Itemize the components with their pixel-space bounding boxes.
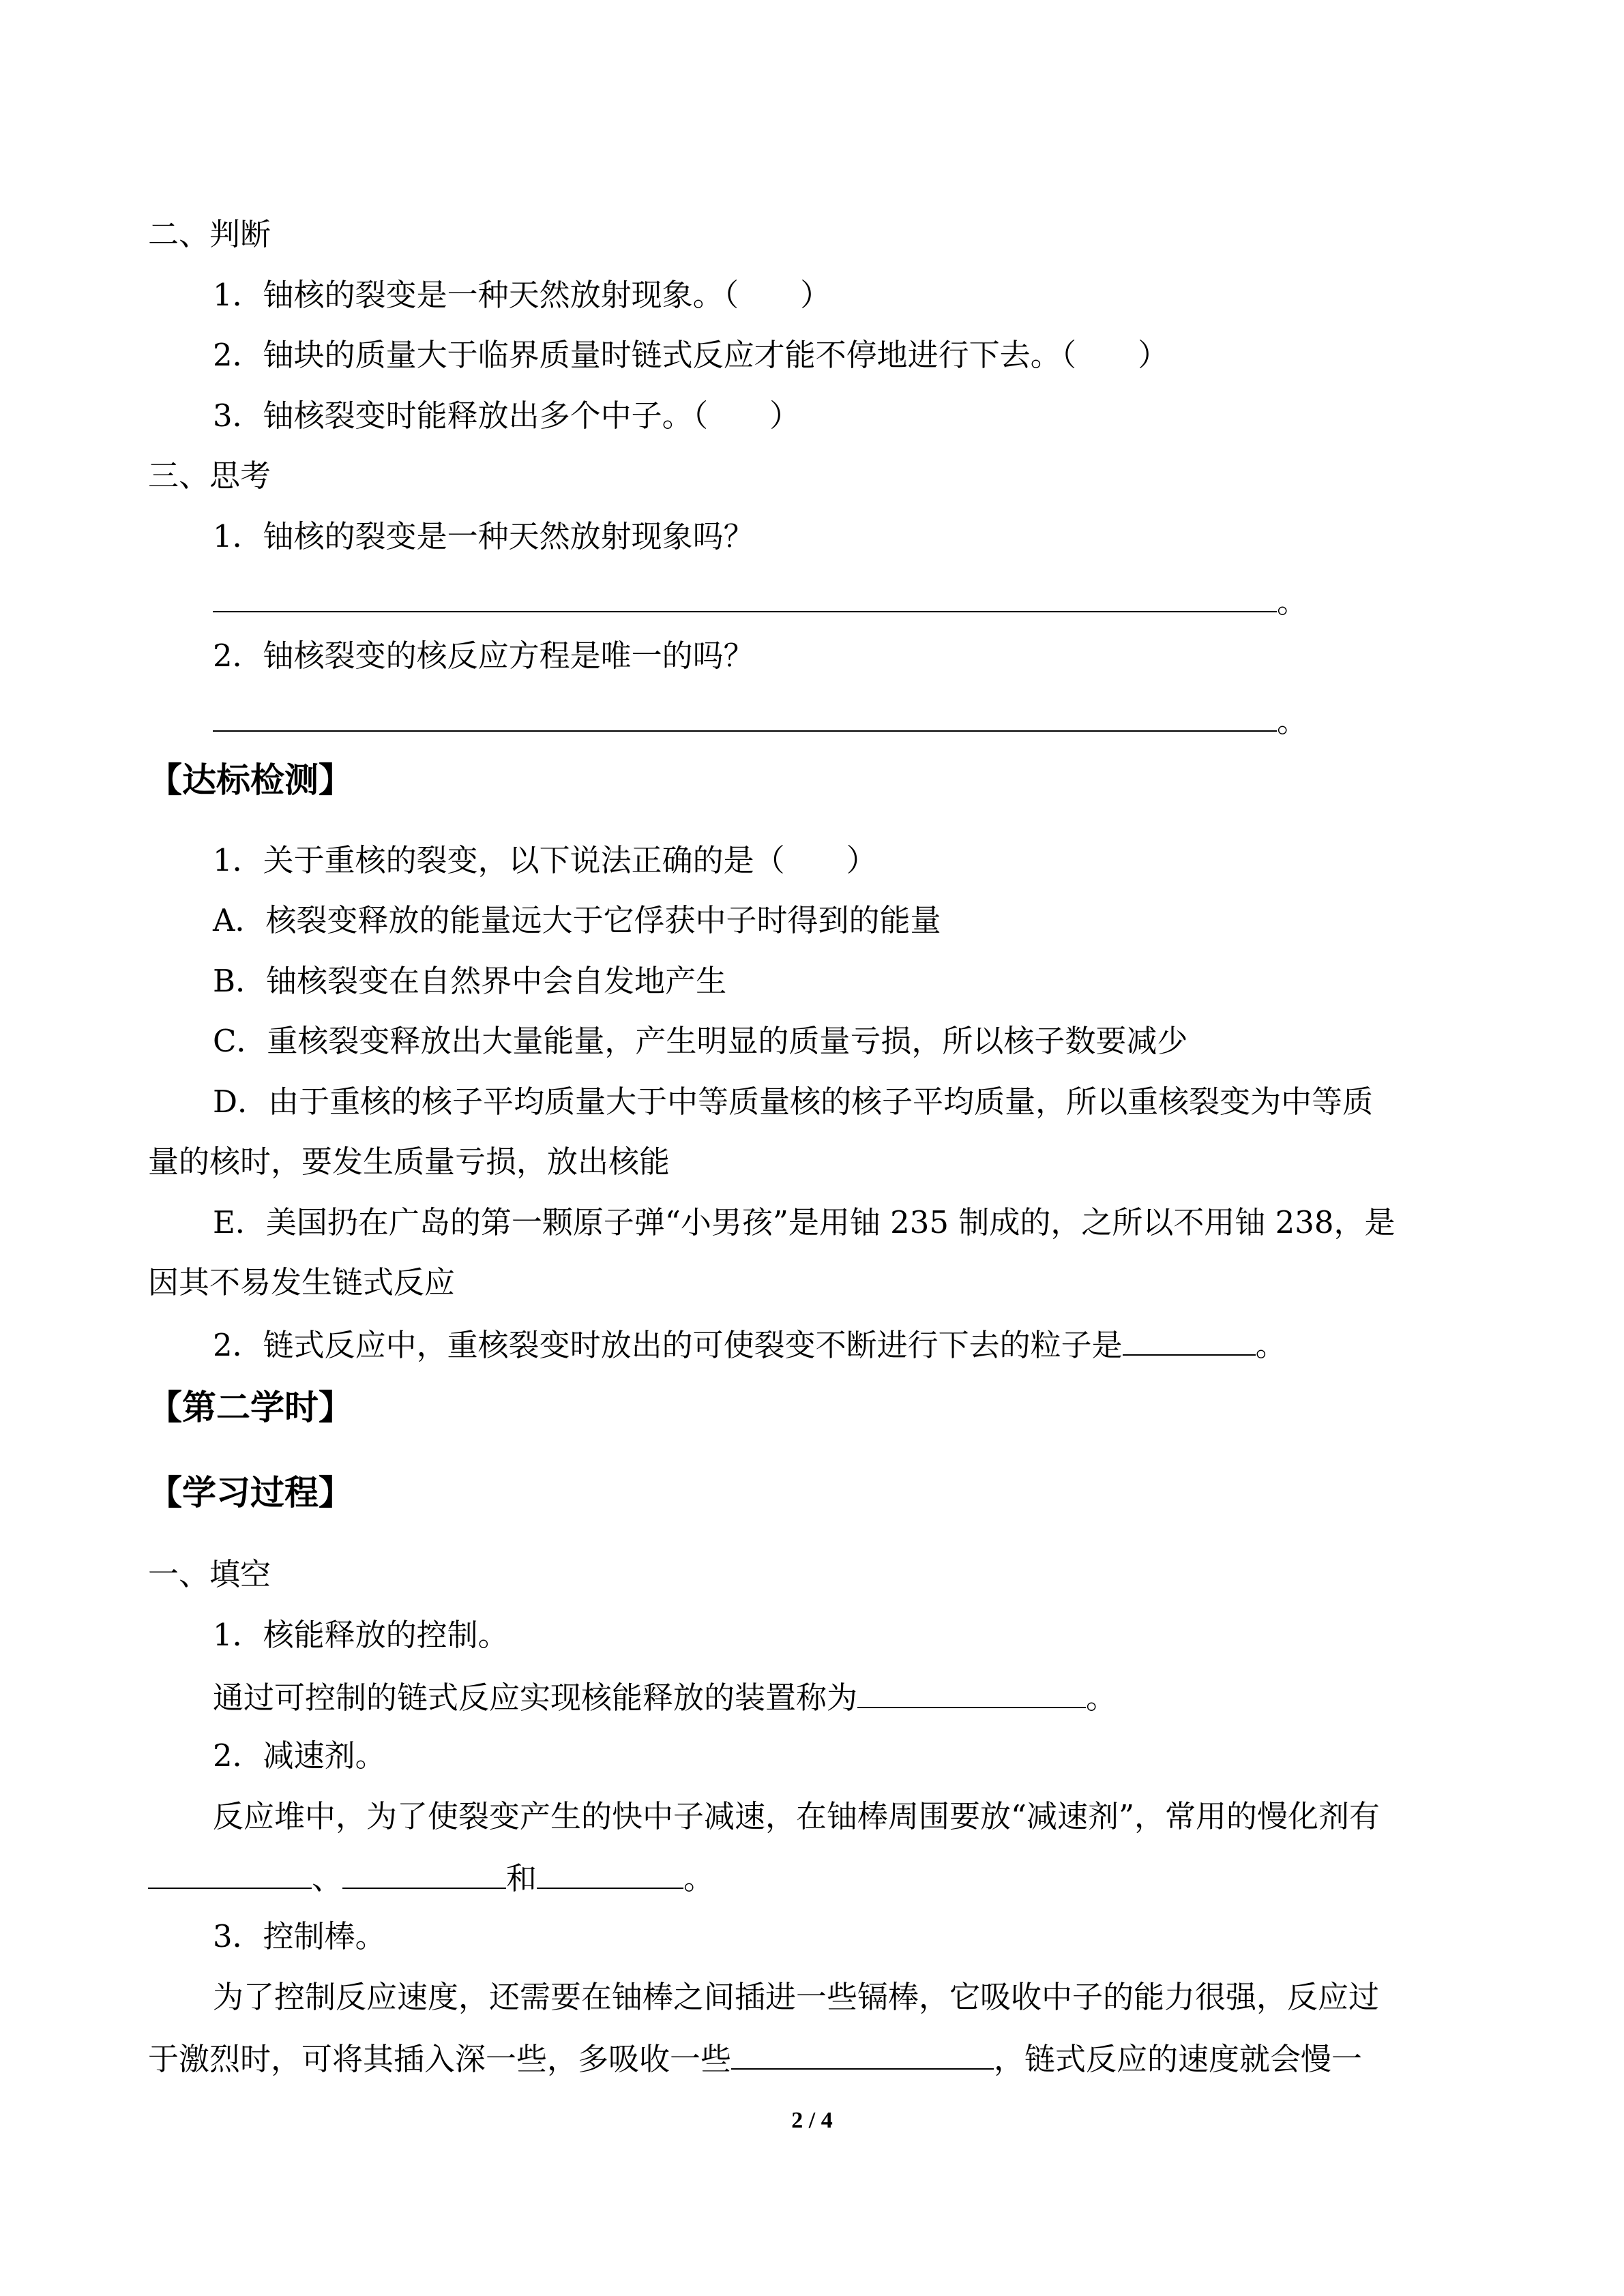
option-a: A．核裂变释放的能量远大于它俘获中子时得到的能量 bbox=[213, 902, 941, 938]
answer-blank[interactable] bbox=[857, 1675, 1086, 1708]
think-answer-line-2: 。 bbox=[213, 699, 1308, 740]
think-answer-line-1: 。 bbox=[213, 580, 1308, 621]
section-judge-title: 二、判断 bbox=[148, 216, 271, 252]
assessment-question-2: 2．链式反应中，重核裂变时放出的可使裂变不断进行下去的粒子是 。 bbox=[213, 1323, 1286, 1364]
answer-blank[interactable] bbox=[1123, 1323, 1256, 1356]
answer-blank[interactable] bbox=[148, 1856, 312, 1889]
judge-item-2: 2．铀块的质量大于临界质量时链式反应才能不停地进行下去。（ ） bbox=[213, 337, 1169, 373]
fill-item-3-text-2: 于激烈时，可将其插入深一些，多吸收一些 ，链式反应的速度就会慢一 bbox=[148, 2037, 1362, 2078]
fill-item-2-title: 2．减速剂。 bbox=[213, 1738, 386, 1774]
section-think-title: 三、思考 bbox=[148, 458, 271, 494]
heading-second-period: 【第二学时】 bbox=[148, 1388, 353, 1427]
section-fill-title: 一、填空 bbox=[148, 1556, 271, 1592]
think-question-2: 2．铀核裂变的核反应方程是唯一的吗？ bbox=[213, 638, 754, 674]
answer-blank[interactable] bbox=[731, 2037, 994, 2070]
fill-item-2-blanks: 、 和 。 bbox=[148, 1856, 714, 1897]
answer-blank[interactable] bbox=[537, 1856, 683, 1889]
heading-assessment: 【达标检测】 bbox=[148, 760, 353, 800]
page-number: 2 / 4 bbox=[791, 2108, 833, 2133]
answer-blank[interactable] bbox=[213, 580, 1277, 612]
assessment-question-1: 1．关于重核的裂变，以下说法正确的是（ ） bbox=[213, 842, 877, 878]
judge-item-1: 1．铀核的裂变是一种天然放射现象。（ ） bbox=[213, 277, 831, 313]
think-question-1: 1．铀核的裂变是一种天然放射现象吗？ bbox=[213, 518, 754, 554]
option-e-line-2: 因其不易发生链式反应 bbox=[148, 1264, 456, 1300]
judge-item-3: 3．铀核裂变时能释放出多个中子。（ ） bbox=[213, 398, 801, 434]
answer-blank[interactable] bbox=[213, 699, 1277, 732]
option-d-line-1: D．由于重核的核子平均质量大于中等质量核的核子平均质量，所以重核裂变为中等质 bbox=[213, 1084, 1374, 1120]
fill-item-3-title: 3．控制棒。 bbox=[213, 1918, 386, 1954]
option-e-line-1: E．美国扔在广岛的第一颗原子弹“小男孩”是用铀 235 制成的，之所以不用铀 238，是 bbox=[213, 1204, 1396, 1240]
option-d-line-2: 量的核时，要发生质量亏损，放出核能 bbox=[148, 1144, 670, 1180]
fill-item-1-text: 通过可控制的链式反应实现核能释放的装置称为 。 bbox=[213, 1675, 1117, 1716]
heading-learning-process: 【学习过程】 bbox=[148, 1473, 353, 1512]
answer-blank[interactable] bbox=[342, 1856, 506, 1889]
option-b: B．铀核裂变在自然界中会自发地产生 bbox=[213, 963, 727, 999]
fill-item-3-text-1: 为了控制反应速度，还需要在铀棒之间插进一些镉棒，它吸收中子的能力很强，反应过 bbox=[213, 1979, 1380, 2015]
option-c: C．重核裂变释放出大量能量，产生明显的质量亏损，所以核子数要减少 bbox=[213, 1023, 1188, 1059]
fill-item-2-text: 反应堆中，为了使裂变产生的快中子减速，在铀棒周围要放“减速剂”，常用的慢化剂有 bbox=[213, 1798, 1381, 1834]
fill-item-1-title: 1．核能释放的控制。 bbox=[213, 1617, 509, 1653]
